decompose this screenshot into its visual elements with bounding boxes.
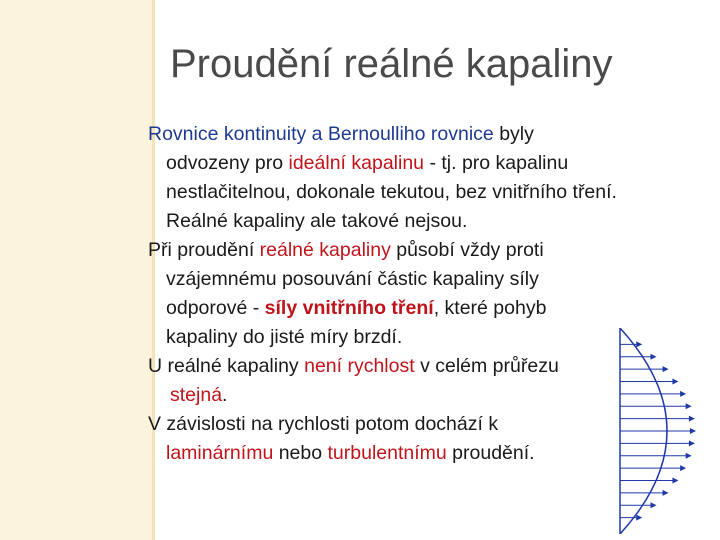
text-span: působí vždy proti bbox=[390, 239, 544, 261]
text-span: odvozeny pro bbox=[166, 152, 289, 174]
text-span: . bbox=[222, 384, 228, 406]
velocity-arrow-head bbox=[651, 354, 657, 360]
velocity-arrow-head bbox=[663, 366, 669, 372]
velocity-arrow-head bbox=[680, 391, 686, 397]
text-span: , které pohyb bbox=[433, 297, 547, 319]
text-line bbox=[148, 236, 720, 265]
highlight-red: reálné kapaliny bbox=[259, 239, 391, 261]
text-span: nebo bbox=[273, 442, 328, 464]
velocity-arrow-head bbox=[689, 440, 695, 446]
velocity-arrow-head bbox=[663, 490, 669, 496]
text-span: - tj. pro kapalinu bbox=[424, 152, 569, 174]
highlight-red: stejná bbox=[170, 384, 223, 406]
text-line: nestlačitelnou, dokonale tekutou, bez vnitřního tření. bbox=[166, 181, 617, 203]
left-decorative-band bbox=[0, 0, 152, 540]
text-line: Reálné kapaliny ale takové nejsou. bbox=[166, 210, 468, 232]
velocity-arrow-head bbox=[651, 502, 657, 508]
velocity-arrow-head bbox=[636, 515, 642, 521]
velocity-arrow-head bbox=[672, 379, 678, 385]
text-span: byly bbox=[493, 123, 534, 145]
velocity-arrows bbox=[620, 341, 696, 520]
bullet-item-1 bbox=[132, 120, 720, 236]
slide-title: Proudění reálné kapaliny bbox=[170, 42, 613, 86]
velocity-arrow-head bbox=[680, 465, 686, 471]
text-line: vzájemnému posouvání částic kapaliny síly bbox=[166, 268, 539, 290]
velocity-arrow-head bbox=[686, 403, 692, 409]
highlight-blue: Rovnice kontinuity a Bernoulliho rovnice bbox=[148, 123, 494, 145]
highlight-red: turbulentnímu bbox=[327, 442, 447, 464]
highlight-red: laminárnímu bbox=[166, 442, 274, 464]
highlight-red: není rychlost bbox=[304, 355, 415, 377]
velocity-profile-diagram bbox=[612, 328, 720, 534]
velocity-arrow-head bbox=[690, 428, 696, 434]
text-line bbox=[148, 120, 720, 149]
velocity-arrow-head bbox=[636, 341, 642, 347]
velocity-arrow-head bbox=[689, 416, 695, 422]
velocity-arrow-head bbox=[686, 453, 692, 459]
velocity-arrow-head bbox=[672, 478, 678, 484]
text-line bbox=[148, 294, 720, 323]
text-span: U reálné kapaliny bbox=[148, 355, 305, 377]
text-span: proudění. bbox=[446, 442, 535, 464]
highlight-red: ideální kapalinu bbox=[288, 152, 425, 174]
text-span: odporové - bbox=[166, 297, 265, 319]
highlight-red-bold: síly vnitřního tření bbox=[264, 297, 434, 319]
text-span: v celém průřezu bbox=[414, 355, 559, 377]
text-line: V závislosti na rychlosti potom dochází k bbox=[148, 413, 499, 435]
text-line: kapaliny do jisté míry brzdí. bbox=[166, 326, 403, 348]
text-span: Při proudění bbox=[148, 239, 260, 261]
text-line bbox=[148, 149, 720, 178]
